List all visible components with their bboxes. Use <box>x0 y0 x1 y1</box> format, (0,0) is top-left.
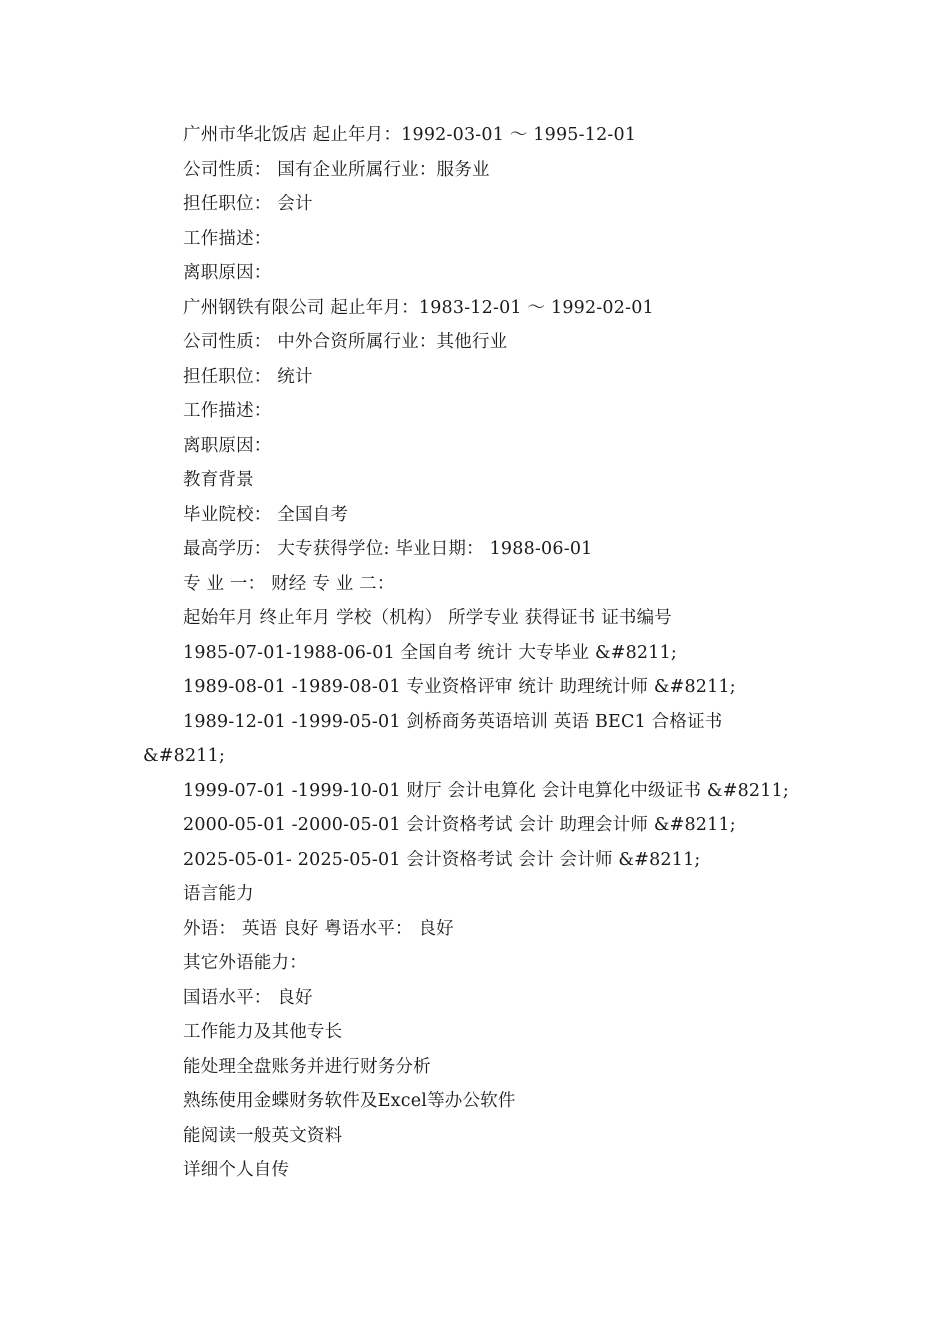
job-2-description: 工作描述： <box>183 401 272 421</box>
graduate-school: 毕业院校： 全国自考 <box>183 504 349 525</box>
skill-item: 能阅读一般英文资料 <box>183 1125 343 1146</box>
education-row: 1989-08-01 -1989-08-01 专业资格评审 统计 助理统计师 &#8211; <box>183 677 736 697</box>
job-1-description: 工作描述： <box>183 228 272 249</box>
job-1-position: 担任职位： 会计 <box>183 194 313 214</box>
majors: 专 业 一： 财经 专 业 二： <box>183 573 395 594</box>
highest-degree: 最高学历： 大专获得学位: 毕业日期： 1988-06-01 <box>183 539 593 559</box>
job-2-company-type: 公司性质： 中外合资所属行业：其他行业 <box>183 332 508 352</box>
skill-item: 能处理全盘账务并进行财务分析 <box>183 1056 431 1077</box>
job-2-leave-reason: 离职原因： <box>183 435 272 456</box>
education-table-header: 起始年月 终止年月 学校（机构） 所学专业 获得证书 证书编号 <box>183 608 673 628</box>
job-1-header: 广州市华北饭店 起止年月：1992-03-01 ～ 1995-12-01 <box>183 125 637 145</box>
foreign-language: 外语： 英语 良好 粤语水平： 良好 <box>183 918 454 939</box>
skills-heading: 工作能力及其他专长 <box>183 1022 343 1042</box>
autobiography-heading: 详细个人自传 <box>183 1160 290 1180</box>
other-language: 其它外语能力： <box>183 953 307 973</box>
education-row: 2000-05-01 -2000-05-01 会计资格考试 会计 助理会计师 &#8211; <box>183 815 736 835</box>
job-2-position: 担任职位： 统计 <box>183 366 313 387</box>
job-1-company-type: 公司性质： 国有企业所属行业：服务业 <box>183 159 490 180</box>
education-row: 1999-07-01 -1999-10-01 财厅 会计电算化 会计电算化中级证书 &#8211; <box>183 780 789 801</box>
education-row-continuation: &#8211; <box>143 746 226 766</box>
job-2-header: 广州钢铁有限公司 起止年月：1983-12-01 ～ 1992-02-01 <box>183 297 654 318</box>
language-heading: 语言能力 <box>183 884 254 904</box>
job-1-leave-reason: 离职原因： <box>183 263 272 283</box>
education-row: 2025-05-01- 2025-05-01 会计资格考试 会计 会计师 &#8211; <box>183 849 701 870</box>
skill-item: 熟练使用金蝶财务软件及Excel等办公软件 <box>183 1091 516 1111</box>
document-page <box>0 118 950 1188</box>
education-row: 1989-12-01 -1999-05-01 剑桥商务英语培训 英语 BEC1 合格证书 <box>183 711 723 732</box>
education-row: 1985-07-01-1988-06-01 全国自考 统计 大专毕业 &#8211; <box>183 642 678 663</box>
mandarin-level: 国语水平： 良好 <box>183 987 313 1008</box>
education-heading: 教育背景 <box>183 470 254 490</box>
